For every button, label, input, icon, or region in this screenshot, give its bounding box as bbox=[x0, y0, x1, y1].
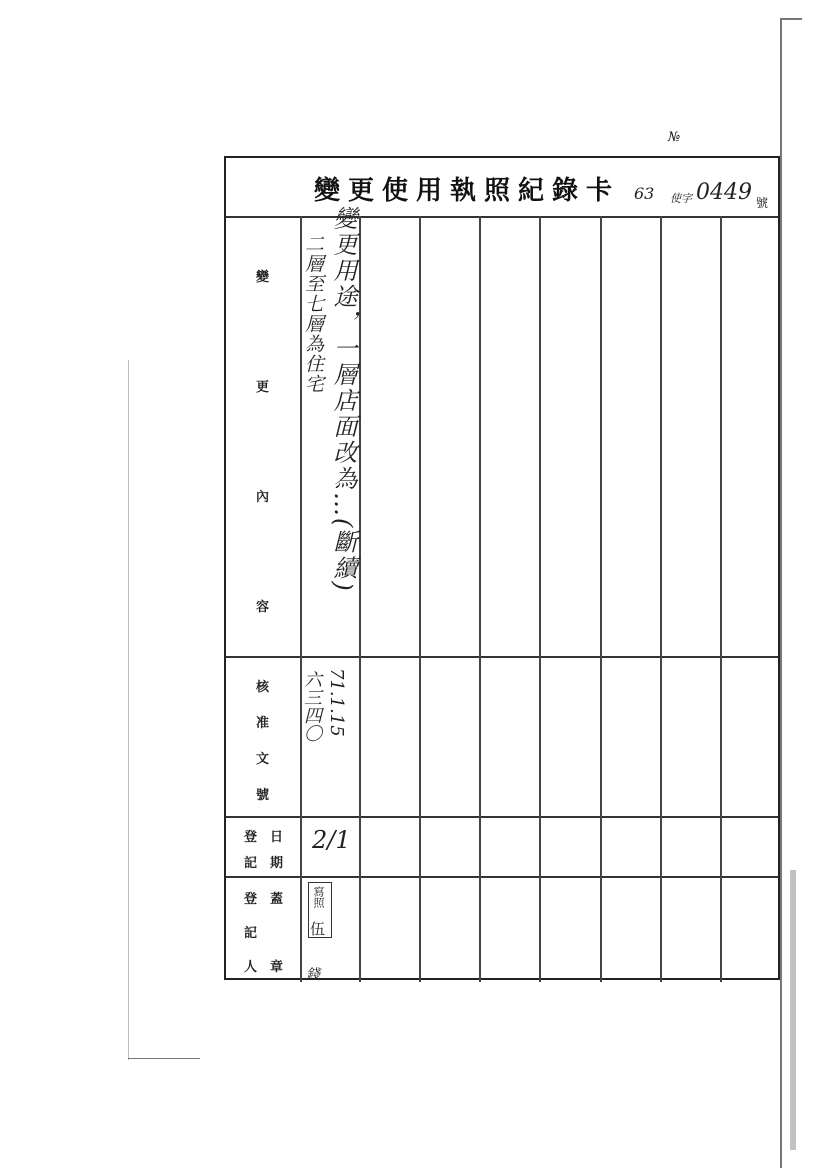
scan-bottom-border bbox=[128, 1058, 200, 1059]
label-stamp-1b: 蓋 bbox=[270, 892, 284, 907]
col-rule-2 bbox=[419, 216, 421, 982]
stamp-extra: 錢 bbox=[306, 967, 320, 983]
number-mark: № bbox=[668, 130, 681, 145]
serial-prefix: 63 bbox=[634, 184, 655, 203]
label-change-2: 更 bbox=[256, 380, 270, 395]
register-date-value: 2/1 bbox=[312, 826, 351, 854]
change-content-text-2: 二層至七層為住宅 bbox=[302, 234, 324, 394]
label-change-1: 變 bbox=[256, 270, 270, 285]
label-stamp-3b: 章 bbox=[270, 960, 284, 975]
scan-right-edge-mark bbox=[790, 870, 796, 1150]
label-stamp-2a: 記 bbox=[244, 926, 258, 941]
label-approval-2: 准 bbox=[256, 716, 270, 731]
label-change-3: 內 bbox=[256, 490, 270, 505]
col-rule-7 bbox=[720, 216, 722, 982]
scan-right-border-top bbox=[780, 18, 802, 20]
label-date-2b: 期 bbox=[270, 856, 284, 871]
label-change-4: 容 bbox=[256, 600, 270, 615]
label-date-1a: 登 bbox=[244, 830, 258, 845]
record-card bbox=[224, 156, 780, 983]
approval-date: 71.1.15 bbox=[326, 668, 347, 737]
col-rule-5 bbox=[600, 216, 602, 982]
label-approval-1: 核 bbox=[256, 680, 270, 695]
col-rule-6 bbox=[660, 216, 662, 982]
approval-doc-number: 六三四〇 bbox=[301, 670, 322, 742]
label-date-1b: 日 bbox=[270, 830, 284, 845]
scan-right-border bbox=[780, 18, 782, 1168]
serial-suffix: 號 bbox=[756, 196, 769, 210]
serial-number: 0449 bbox=[696, 180, 752, 205]
col-rule-4 bbox=[539, 216, 541, 982]
serial-word: 使字 bbox=[670, 192, 692, 205]
stamp-text: 寫照 bbox=[312, 886, 325, 908]
scan-left-border bbox=[128, 360, 129, 1060]
label-stamp-3a: 人 bbox=[244, 960, 258, 975]
rule-date bbox=[226, 876, 778, 878]
col-rule-3 bbox=[479, 216, 481, 982]
rule-title bbox=[226, 216, 778, 218]
label-approval-3: 文 bbox=[256, 752, 270, 767]
card-title: 變更使用執照紀錄卡 bbox=[314, 176, 621, 206]
label-date-2a: 記 bbox=[244, 856, 258, 871]
rule-approval bbox=[226, 816, 778, 818]
rule-content bbox=[226, 656, 778, 658]
label-stamp-1a: 登 bbox=[244, 892, 258, 907]
stamp-name: 伍 bbox=[310, 920, 326, 938]
change-content-text-1: 變更用途，一層店面改為…(斷續) bbox=[329, 206, 357, 593]
label-approval-4: 號 bbox=[256, 788, 270, 803]
